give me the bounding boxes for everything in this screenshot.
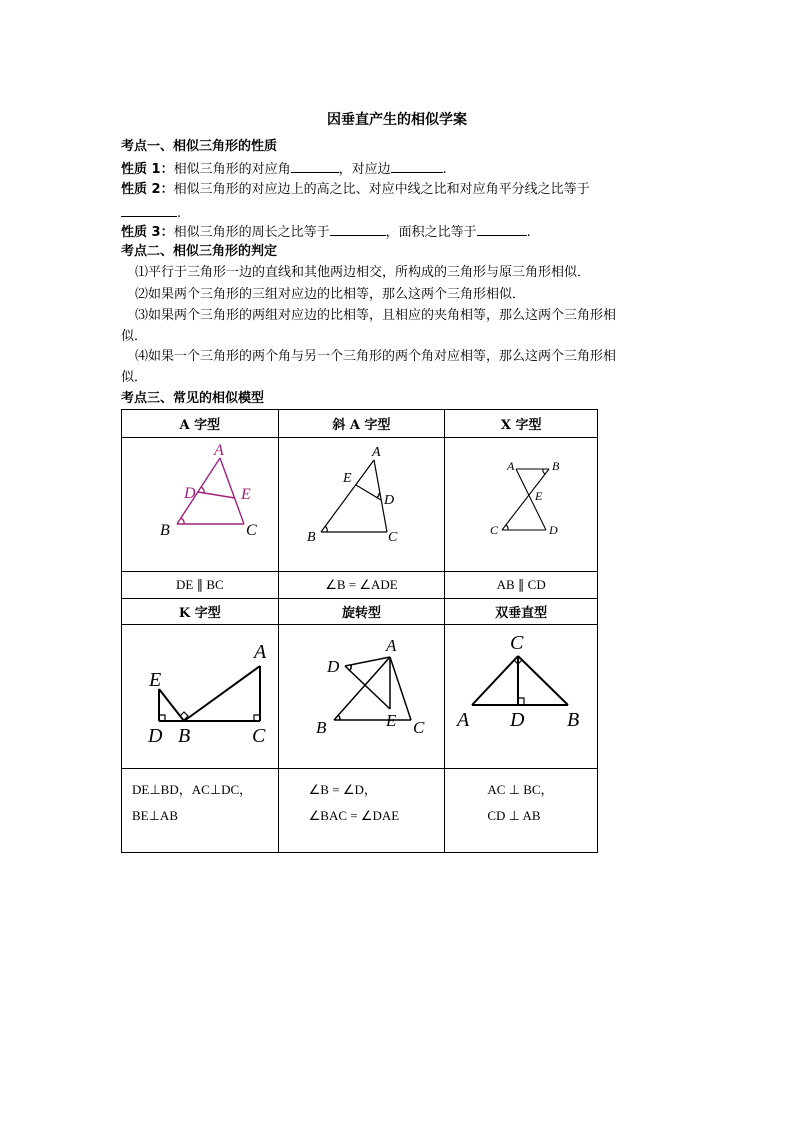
header-x-shape: X 字型 [445,410,598,438]
angle-mark-b [181,518,184,524]
property-3-text-a: 相似三角形的周长之比等于 [173,225,330,240]
condition-a-shape: DE ∥ BC [122,572,279,599]
condition-k-shape [122,769,279,853]
criterion-4-continued: 似． [121,370,148,385]
header-k-shape: K 字型 [122,599,279,625]
a-shape-figure [122,438,277,567]
answer-blank[interactable] [121,203,177,217]
label-b: B [160,522,171,539]
label-d: D [509,709,525,731]
label-e: E [342,471,352,486]
label-b: B [551,459,559,473]
property-1-label: 性质 1： [121,162,174,177]
section2-heading: 考点二、相似三角形的判定 [121,244,278,259]
label-a: A [506,459,514,473]
figure-cell-k-shape [122,625,279,769]
section3-heading: 考点三、常见的相似模型 [121,391,265,406]
answer-blank[interactable] [330,222,386,236]
property-2-label: 性质 2： [121,182,174,197]
label-c: C [246,522,257,539]
label-b: B [315,718,327,737]
condition-line: AC ⊥ BC， [487,782,554,797]
property-3-text-b: ，面积之比等于 [385,225,477,240]
slanted-a-figure [279,438,444,567]
label-a: A [371,445,381,460]
label-a: A [214,442,225,459]
condition-line: CD ⊥ AB [487,808,541,823]
label-d: D [326,657,340,676]
line-ba [184,666,260,721]
condition-rotation [278,769,445,853]
answer-blank[interactable] [291,159,339,173]
property-1-text-b: ，对应边 [338,162,391,177]
label-d: D [184,485,196,502]
condition-x-shape: AB ∥ CD [445,572,598,599]
angle-mark-c [506,525,508,530]
answer-blank[interactable] [477,222,527,236]
page-title: 因垂直产生的相似学案 [327,112,467,128]
header-a-shape: A 字型 [122,410,279,438]
label-c: C [489,523,498,537]
line-de [345,666,390,709]
figure-cell-a-shape [122,438,279,572]
condition-line: ∠BAC = ∠DAE [308,808,400,823]
property-1 [121,159,681,179]
x-shape-figure [446,438,597,567]
angle-mark-b [543,469,545,474]
label-d: D [548,523,558,537]
condition-line: DE⊥BD，AC⊥DC， [132,782,253,797]
property-2-continued [121,203,681,223]
label-c: C [412,718,425,737]
condition-slanted-a: ∠B = ∠ADE [278,572,445,599]
label-a: A [254,641,267,663]
angle-mark-b [325,526,327,532]
label-b: B [306,530,316,545]
label-b: B [566,709,579,731]
label-c: C [252,725,266,747]
label-c: C [509,632,523,654]
k-shape-figure [122,625,277,764]
label-b: B [178,725,191,747]
double-perpendicular-figure [446,625,597,764]
label-d: D [148,725,163,747]
property-2-text: 相似三角形的对应边上的高之比、对应中线之比和对应角平分线之比等于 [173,182,590,197]
label-a: A [385,636,397,655]
criterion-4: ⑷如果一个三角形的两个角与另一个三角形的两个角对应相等，那么这两个三角形相 [135,349,617,364]
similarity-models-table [121,409,598,853]
line-ca [472,656,518,705]
angle-mark-d [376,493,379,498]
condition-line: BE⊥AB [132,808,178,823]
label-a: A [456,709,469,731]
angle-mark-d [349,665,351,671]
label-d: D [383,493,395,508]
property-3-label: 性质 3： [121,225,174,240]
section1-heading: 考点一、相似三角形的性质 [121,139,278,154]
period: . [442,162,447,177]
figure-cell-rotation [278,625,445,769]
criterion-3-continued: 似． [121,329,148,344]
property-2 [121,181,681,199]
property-3 [121,222,681,242]
line-ab [334,657,390,720]
figure-cell-x-shape [445,438,598,572]
figure-cell-slanted-a [278,438,445,572]
line-cb [518,656,568,705]
figure-cell-double-perpendicular [445,625,598,769]
period: . [177,206,182,221]
rotation-figure [279,625,444,764]
criterion-3: ⑶如果两个三角形的两组对应边的比相等，且相应的夹角相等，那么这两个三角形相 [135,308,617,323]
answer-blank[interactable] [391,159,443,173]
property-1-text-a: 相似三角形的对应角 [173,162,291,177]
period: . [526,225,531,240]
label-e: E [241,486,252,503]
label-c: C [387,530,398,545]
criterion-2: ⑵如果两个三角形的三组对应边的比相等，那么这两个三角形相似． [135,287,526,302]
label-e: E [534,489,542,503]
label-e: E [385,711,397,730]
header-slanted-a: 斜 A 字型 [278,410,445,438]
criterion-1: ⑴平行于三角形一边的直线和其他两边相交，所构成的三角形与原三角形相似． [135,265,591,280]
header-double-perpendicular: 双垂直型 [445,599,598,625]
label-e: E [149,669,162,691]
condition-line: ∠B = ∠D， [308,782,377,797]
condition-double-perpendicular [445,769,598,853]
header-rotation: 旋转型 [278,599,445,625]
